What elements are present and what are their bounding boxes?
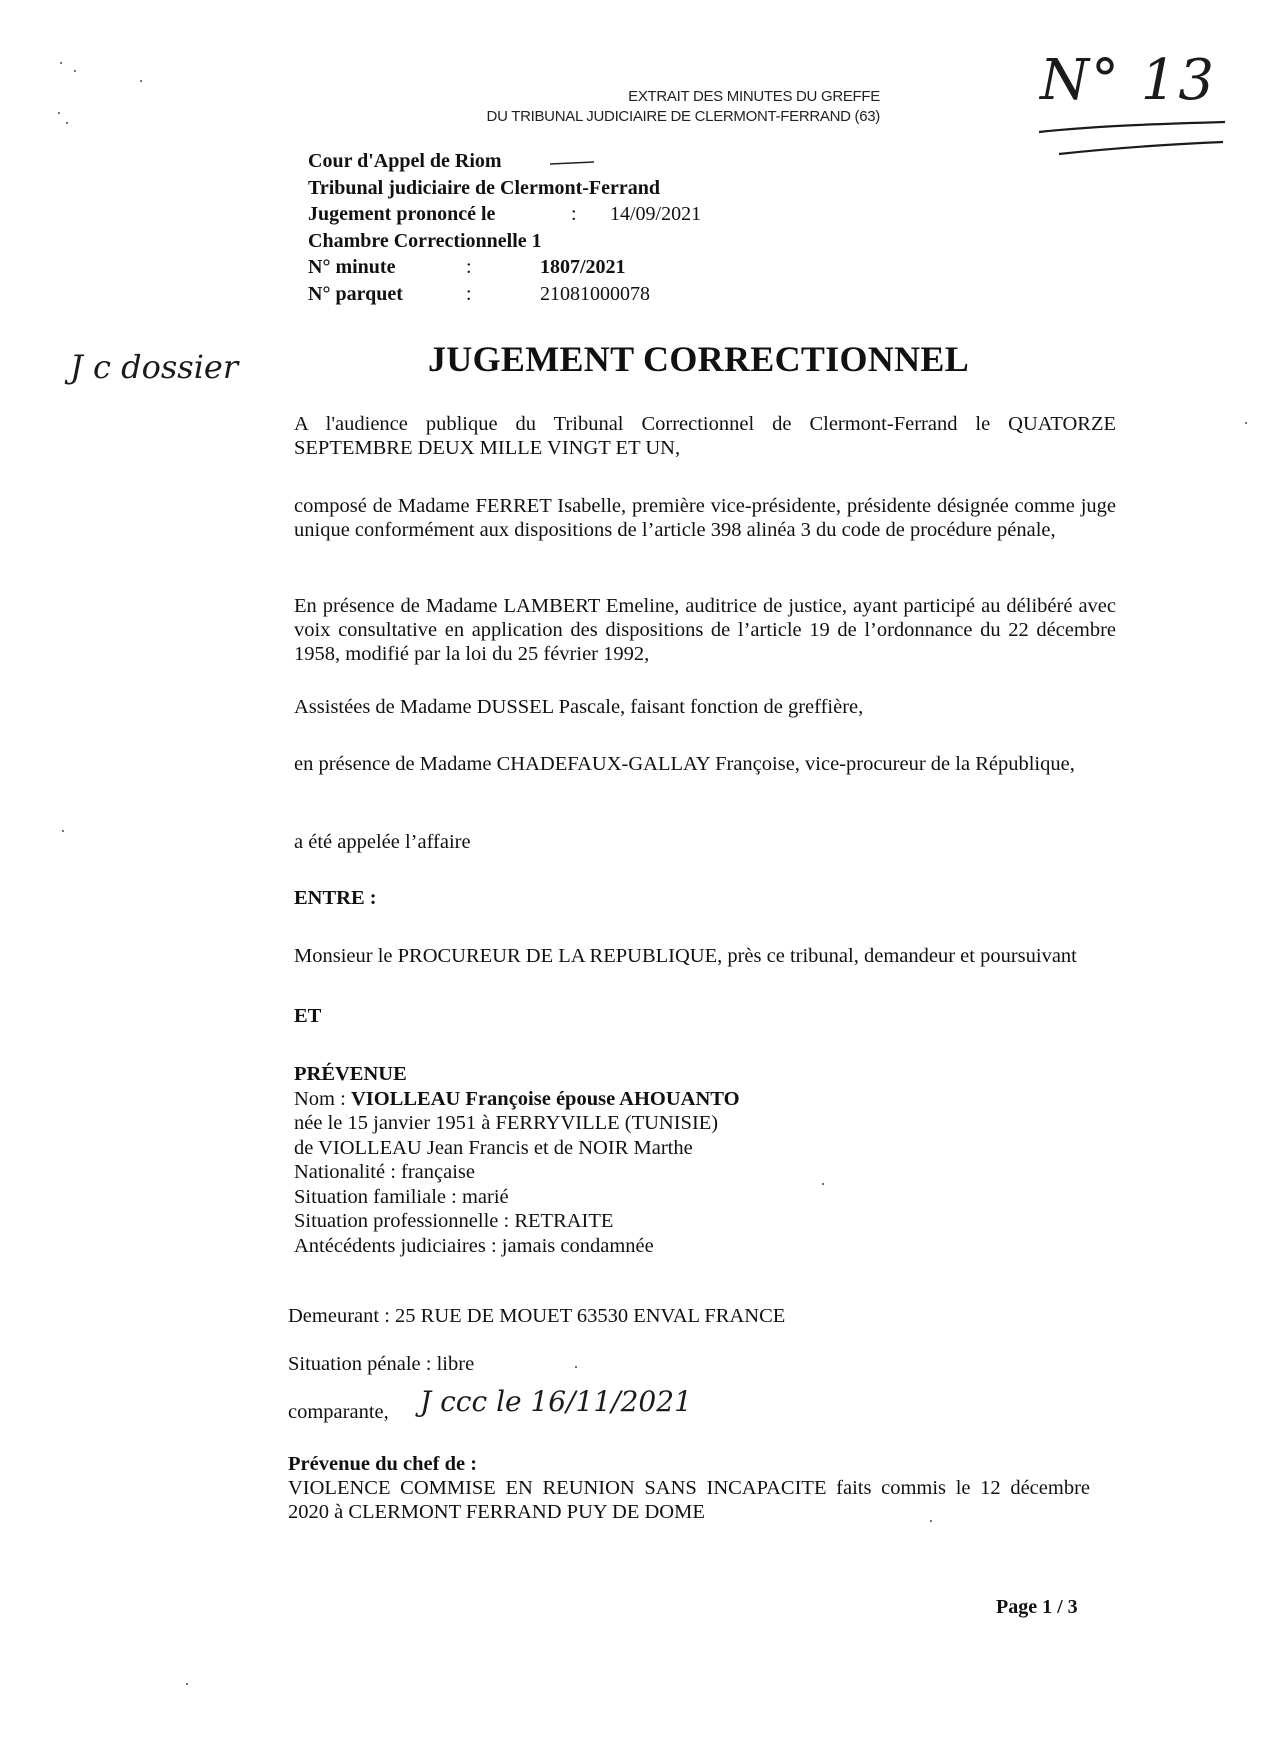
prevenue-address: Demeurant : 25 RUE DE MOUET 63530 ENVAL FRANCE: [288, 1305, 786, 1327]
heading-entre: ENTRE :: [294, 887, 377, 909]
handwritten-underline: [1035, 110, 1235, 160]
prevenue-family-status: Situation familiale : marié: [294, 1185, 509, 1208]
prevenue-birth: née le 15 janvier 1951 à FERRYVILLE (TUNISIE): [294, 1112, 719, 1134]
parquet-value: 21081000078: [540, 282, 650, 305]
prevenue-penal-status: Situation pénale : libre: [288, 1353, 475, 1375]
prevenue-heading: PRÉVENUE: [294, 1063, 407, 1085]
handwritten-comparante-note: J ccc le 16/11/2021: [420, 1385, 692, 1418]
chamber-name: Chambre Correctionnelle 1: [308, 229, 542, 252]
scan-speck: [140, 80, 142, 82]
court-name: Cour d'Appel de Riom: [308, 148, 660, 175]
pen-mark: [548, 158, 598, 168]
scan-speck: [186, 1683, 188, 1685]
prevenue-criminal-record: Antécédents judiciaires : jamais condamnée: [294, 1234, 654, 1257]
scan-speck: [66, 122, 68, 124]
prevenue-name-row: Nom : VIOLLEAU Françoise épouse AHOUANTO: [294, 1087, 740, 1110]
scan-speck: [60, 62, 62, 64]
prevenue-professional-status: Situation professionnelle : RETRAITE: [294, 1210, 614, 1232]
document-body: [288, 412, 1116, 1572]
parquet-row: N° parquet : 21081000078: [308, 281, 660, 308]
case-header: [308, 148, 702, 307]
paragraph-audience: A l'audience publique du Tribunal Correctionnel de Clermont-Ferrand le QUATORZE SEPTEMBRE DEUX MILLE VINGT ET UN,: [294, 413, 1116, 459]
prevenue-parents: de VIOLLEAU Jean Francis et de NOIR Marthe: [294, 1136, 693, 1159]
paragraph-compose: composé de Madame FERRET Isabelle, première vice-présidente, présidente désignée comme juge unique conformément aux dispositions de l’article 398 alinéa 3 du code de procédure pénale,: [294, 495, 1116, 541]
scan-speck: [74, 70, 76, 72]
prevenue-nationality: Nationalité : française: [294, 1161, 475, 1183]
minute-row: N° minute : 1807/2021: [308, 254, 660, 281]
parquet-label: N° parquet: [308, 282, 403, 305]
prevenue-block: [294, 1062, 1134, 1258]
paragraph-assistees: Assistées de Madame DUSSEL Pascale, faisant fonction de greffière,: [294, 696, 864, 718]
stamp-line-2: DU TRIBUNAL JUDICIAIRE DE CLERMONT-FERRAND (63): [486, 108, 880, 125]
heading-et: ET: [294, 1005, 322, 1027]
handwritten-number: N° 13: [1040, 48, 1217, 113]
scan-speck: [62, 830, 64, 832]
prevenue-name: VIOLLEAU Françoise épouse AHOUANTO: [350, 1087, 740, 1110]
paragraph-monsieur: Monsieur le PROCUREUR DE LA REPUBLIQUE, près ce tribunal, demandeur et poursuivant: [294, 945, 1077, 967]
scan-speck: [1245, 422, 1247, 424]
judgment-date-label: Jugement prononcé le: [308, 203, 496, 225]
handwritten-margin-note: J c dossier: [70, 348, 239, 386]
page-number: Page 1 / 3: [996, 1596, 1078, 1618]
chef-heading: Prévenue du chef de :: [288, 1453, 478, 1475]
judgment-date-value: 14/09/2021: [610, 203, 702, 225]
document-title: JUGEMENT CORRECTIONNEL: [428, 339, 970, 379]
scan-speck: [58, 112, 60, 114]
judgment-date-row: Jugement prononcé le : 14/09/2021: [308, 201, 660, 228]
registry-stamp: [487, 87, 880, 127]
paragraph-appelee: a été appelée l’affaire: [294, 831, 471, 853]
prevenue-comparante: comparante, J ccc le 16/11/2021: [288, 1385, 692, 1423]
paragraph-presence: En présence de Madame LAMBERT Emeline, auditrice de justice, ayant participé au délibéré avec voix consultative en application des dispositions de l’article 19 de l’ordonnance du 22 décembre 1958, modifié par la loi du 25 février 1992,: [294, 595, 1116, 665]
chef-text: VIOLENCE COMMISE EN REUNION SANS INCAPACITE faits commis le 12 décembre 2020 à CLERMONT FERRAND PUY DE DOME: [288, 1477, 1090, 1523]
minute-label: N° minute: [308, 256, 396, 278]
tribunal-name: Tribunal judiciaire de Clermont-Ferrand: [308, 176, 661, 199]
stamp-line-1: EXTRAIT DES MINUTES DU GREFFE: [628, 88, 880, 105]
minute-value: 1807/2021: [540, 256, 626, 278]
paragraph-procureur: en présence de Madame CHADEFAUX-GALLAY Françoise, vice-procureur de la République,: [294, 753, 1075, 775]
